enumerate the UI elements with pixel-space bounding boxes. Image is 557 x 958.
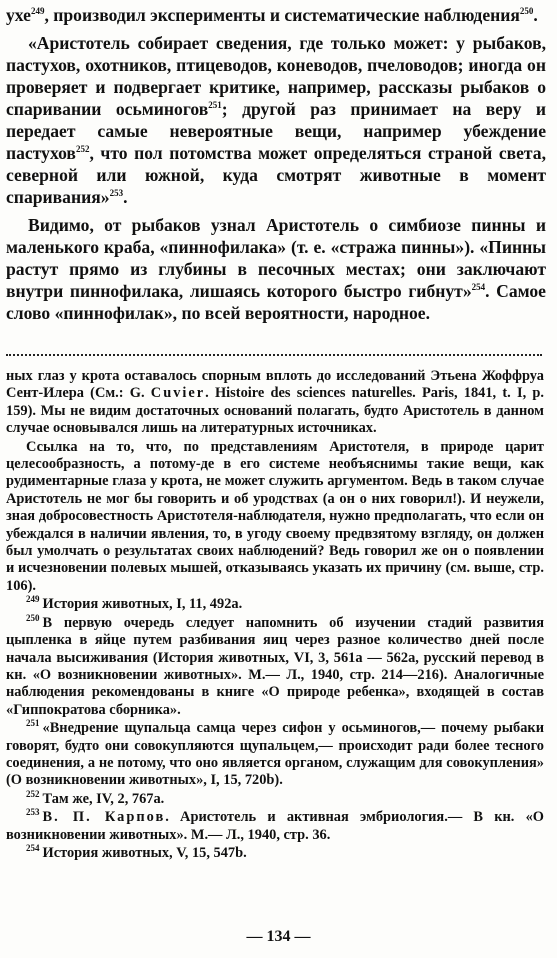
footnote-number: 254: [26, 843, 40, 854]
footnote-text: История животных, V, 15, 547b.: [42, 844, 247, 861]
footnote-number: 250: [26, 612, 40, 623]
footnote-text: История животных, I, 11, 492а.: [42, 596, 243, 613]
author-name: Cuvier: [150, 385, 206, 402]
paragraph-symbiosis: [6, 214, 546, 324]
footnote-252: [6, 788, 544, 808]
paragraph-quote: [6, 32, 546, 208]
footnote-ref: 249: [30, 6, 45, 17]
text-run: Видимо, от рыбаков узнал Аристотель о симбиозе пинны и маленького краба, «пиннофилака» (т. е. «стража пинны»). «Пинны растут прямо из глубины в песочных местах; они заключают внутри пиннофилака, лишаясь которого быстро гибнут»: [6, 215, 546, 301]
footnote-ref: 253: [109, 188, 124, 199]
footnote-number: 251: [26, 718, 40, 729]
author-name: В. П. Карпов: [42, 809, 166, 826]
footnote-separator: [6, 354, 542, 356]
footnote-text: . Аристотель и активная эмбриология.— В кн. «О возникновении животных». М.— Л., 1940, стр. 36.: [6, 809, 544, 843]
text-run: ных глаз у крота оставалось спорным вплоть до исследований Этьена Жоффруа Сент-Илера (См.: G.: [6, 368, 544, 402]
footnotes: [6, 368, 544, 862]
footnote-ref: 252: [75, 144, 90, 155]
text-run: ; другой раз принимает на веру и передает самые невероятные вещи, например убеждение пастухов: [6, 99, 547, 163]
footnote-continuation: [6, 368, 544, 438]
text-run: . Histoire des sciences naturelles. Paris, 1841, t. I, p. 159). Мы не видим достаточных оснований полагать, будто Аристотель в данном случае основывался лишь на литературных источниках.: [6, 385, 544, 437]
footnote-ref: 251: [208, 100, 222, 111]
page-number: — 134 —: [246, 928, 311, 945]
footnote-249: [6, 596, 544, 613]
footnote-text: «Внедрение щупальца самца через сифон у осьминогов,— почему рыбаки говорят, будто они совокупляются щупальцем,— происходит ради более тесного соединения, а не потому, что оно является органом, служащим для совокупления» (О возникновении животных», I, 15, 720b).: [6, 720, 544, 789]
footnote-254: [6, 845, 544, 862]
footnote-ref: 250: [519, 6, 534, 17]
footnote-ref: 254: [471, 282, 486, 293]
main-text: [6, 4, 546, 324]
text-run: .: [123, 187, 128, 207]
text-run: .: [533, 5, 538, 25]
paragraph-continuation: [6, 4, 546, 26]
footnote-253: [6, 809, 544, 844]
footnote-text: В первую очередь следует напомнить об изучении стадий развития цыпленка в яйце путем разбивания яиц через разное количество дней после начала высиживания (История животных, VI, 3, 561а — 562а, русский перевод в кн. «О возникновении животных». М.— Л., 1940, стр. 214—216). Аналогичные наблюдения рекомендованы в книге «О природе ребенка», входящей в состав «Гиппократова сборника».: [6, 614, 544, 718]
text-run: . Самое слово «пиннофилак», по всей вероятности, народное.: [6, 281, 546, 323]
footnote-text: Там же, IV, 2, 767а.: [42, 790, 165, 807]
text-run: , что пол потомства может определяться страной света, северной или южной, куда смотрят животные в момент спаривания»: [6, 143, 546, 207]
footnote-251: [6, 720, 544, 790]
footnote-number: 253: [26, 807, 40, 818]
footnote-number: 252: [26, 788, 40, 799]
text-run: ухе: [6, 5, 31, 25]
footnote-number: 249: [26, 594, 40, 605]
text-run: , производил эксперименты и систематические наблюдения: [44, 5, 520, 25]
text-run: «Аристотель собирает сведения, где только может: у рыбаков, пастухов, охотников, птицеводов, коневодов, пчеловодов; иногда он проверяет и подвергает критике, например, рассказы рыбаков о спаривании осьминогов: [6, 33, 546, 119]
footnote-paragraph: Ссылка на то, что, по представлениям Аристотеля, в природе царит целесообразность, а потому-де в его системе необъяснимы такие вещи, как рудиментарные глаза у крота, не может служить аргументом. Ведь в таком случае Аристотель не мог бы говорить и об уродствах (а он о них говорил!). И неужели, зная добросовестность Аристотеля-наблюдателя, нужно предполагать, что если он убеждался в наличии явления, то, в угоду своему предвзятому взгляду, он должен был умолчать о результатах своих наблюдений? Ведь говорил же он о появлении и исчезновении полевых мышей, отказываясь указать их причину (см. выше, стр. 106).: [6, 438, 544, 594]
footnote-250: [6, 612, 544, 719]
